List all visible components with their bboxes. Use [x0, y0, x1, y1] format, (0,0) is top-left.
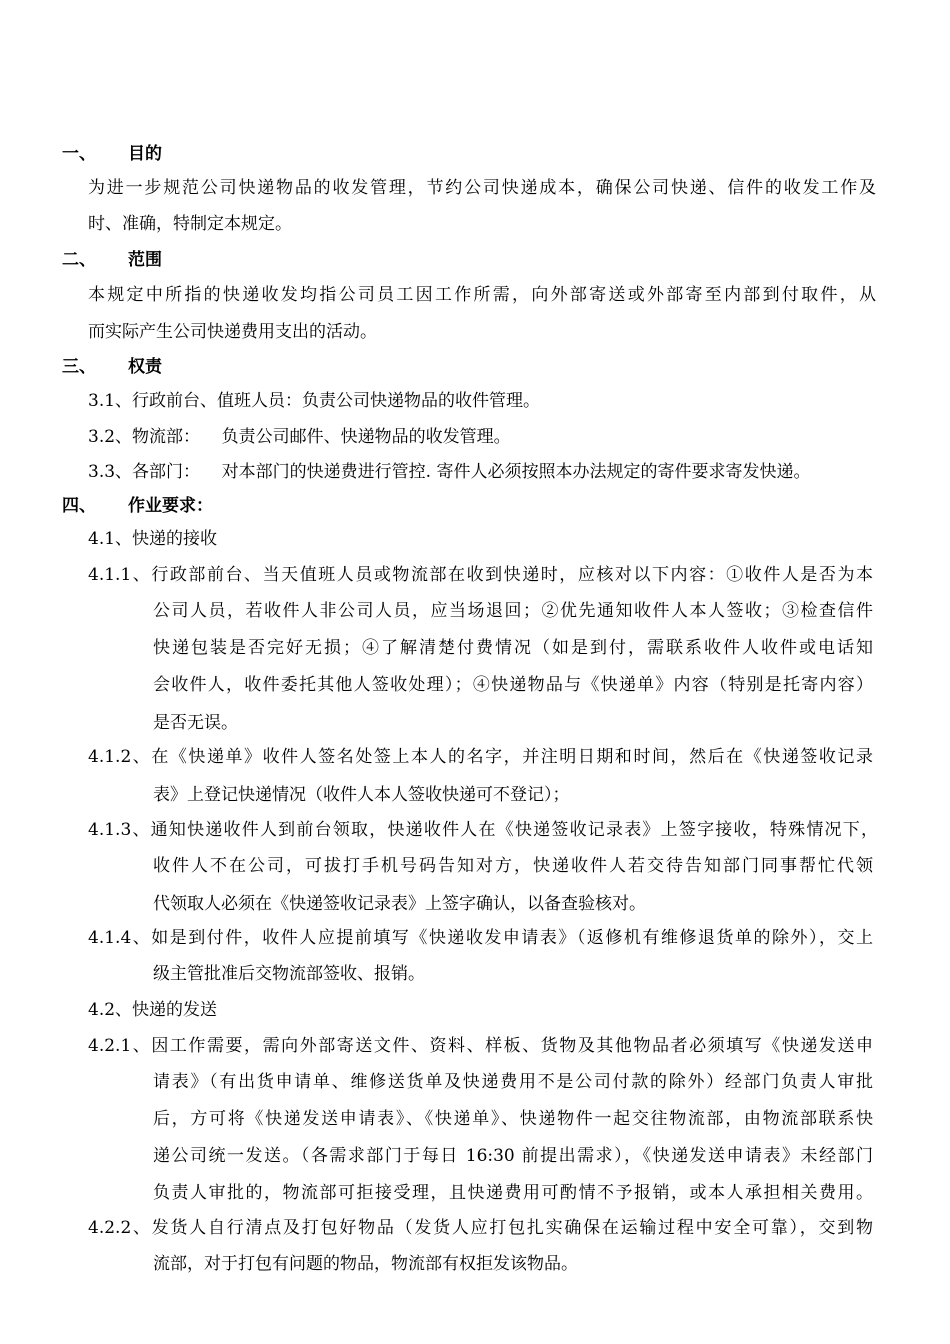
section-1-number: 一、	[62, 144, 96, 164]
item-4-2-1-line-3: 后，方可将《快递发送申请表》、《快递单》、快递物件一起交往物流部，由物流部联系快	[153, 1109, 873, 1129]
section-2-line-1: 本规定中所指的快递收发均指公司员工因工作所需，向外部寄送或外部寄至内部到付取件，从	[88, 285, 876, 305]
item-4-1-4-line-1: 4.1.4、如是到付件，收件人应提前填写《快递收发申请表》（返修机有维修退货单的除外），交上	[88, 928, 873, 948]
item-4-1-3-line-1: 4.1.3、通知快递收件人到前台领取，快递收件人在《快递签收记录表》上签字接收，特殊情况下，	[88, 820, 878, 840]
item-3-1: 3.1、行政前台、值班人员：负责公司快递物品的收件管理。	[88, 391, 541, 411]
item-4-1-1-line-3: 快递包装是否完好无损；④了解清楚付费情况（如是到付，需联系收件人收件或电话知	[153, 638, 873, 658]
section-2-number: 二、	[62, 250, 96, 270]
subsection-4-2: 4.2、快递的发送	[88, 1000, 218, 1020]
section-1-heading	[62, 142, 162, 166]
item-4-1-3-line-2: 收件人不在公司，可拔打手机号码告知对方，快递收件人若交待告知部门同事帮忙代领	[153, 856, 873, 876]
section-1-line-1: 为进一步规范公司快递物品的收发管理，节约公司快递成本，确保公司快递、信件的收发工作及	[88, 178, 876, 198]
item-4-1-2-line-1: 4.1.2、在《快递单》收件人签名处签上本人的名字，并注明日期和时间，然后在《快递签收记录	[88, 747, 873, 767]
item-4-1-1-line-5: 是否无误。	[153, 713, 238, 733]
item-4-2-2-line-1: 4.2.2、发货人自行清点及打包好物品（发货人应打包扎实确保在运输过程中安全可靠），交到物	[88, 1218, 873, 1238]
item-4-2-1-line-2: 请表》（有出货申请单、维修送货单及快递费用不是公司付款的除外）经部门负责人审批	[153, 1072, 873, 1092]
item-4-1-1-line-1: 4.1.1、行政部前台、当天值班人员或物流部在收到快递时，应核对以下内容：①收件人是否为本	[88, 565, 873, 585]
subsection-4-1: 4.1、快递的接收	[88, 529, 218, 549]
item-4-2-2-line-2: 流部，对于打包有问题的物品，物流部有权拒发该物品。	[153, 1254, 578, 1274]
item-4-2-1-line-4: 递公司统一发送。（各需求部门于每日 16:30 前提出需求），《快递发送申请表》未经部门	[153, 1146, 873, 1166]
section-4-title: 作业要求：	[128, 496, 213, 516]
item-4-2-1-line-5: 负责人审批的，物流部可拒接受理，且快递费用可酌情不予报销，或本人承担相关费用。	[153, 1183, 873, 1203]
item-4-1-1-line-4: 会收件人，收件委托其他人签收处理）；④快递物品与《快递单》内容（特别是托寄内容）	[153, 675, 873, 695]
item-4-1-1-line-2: 公司人员，若收件人非公司人员，应当场退回；②优先通知收件人本人签收；③检查信件	[153, 601, 873, 621]
section-4-number: 四、	[62, 496, 96, 516]
section-4-heading	[62, 494, 213, 518]
section-1-line-2: 时、准确，特制定本规定。	[88, 214, 292, 234]
item-4-1-4-line-2: 级主管批准后交物流部签收、报销。	[153, 964, 425, 984]
item-4-1-3-line-3: 代领取人必须在《快递签收记录表》上签字确认，以备查验核对。	[153, 894, 646, 914]
item-3-2: 3.2、物流部： 负责公司邮件、快递物品的收发管理。	[88, 427, 511, 447]
item-4-2-1-line-1: 4.2.1、因工作需要，需向外部寄送文件、资料、样板、货物及其他物品者必须填写《快递发送申	[88, 1036, 873, 1056]
section-3-title: 权责	[128, 357, 162, 377]
section-1-title: 目的	[128, 144, 162, 164]
section-2-heading	[62, 248, 162, 272]
item-4-1-2-line-2: 表》上登记快递情况（收件人本人签收快递可不登记）；	[153, 785, 570, 805]
section-2-title: 范围	[128, 250, 162, 270]
section-2-line-2: 而实际产生公司快递费用支出的活动。	[88, 322, 377, 342]
section-3-heading	[62, 355, 162, 379]
section-3-number: 三、	[62, 357, 96, 377]
item-3-3: 3.3、各部门： 对本部门的快递费进行管控. 寄件人必须按照本办法规定的寄件要求寄发快递。	[88, 462, 811, 482]
